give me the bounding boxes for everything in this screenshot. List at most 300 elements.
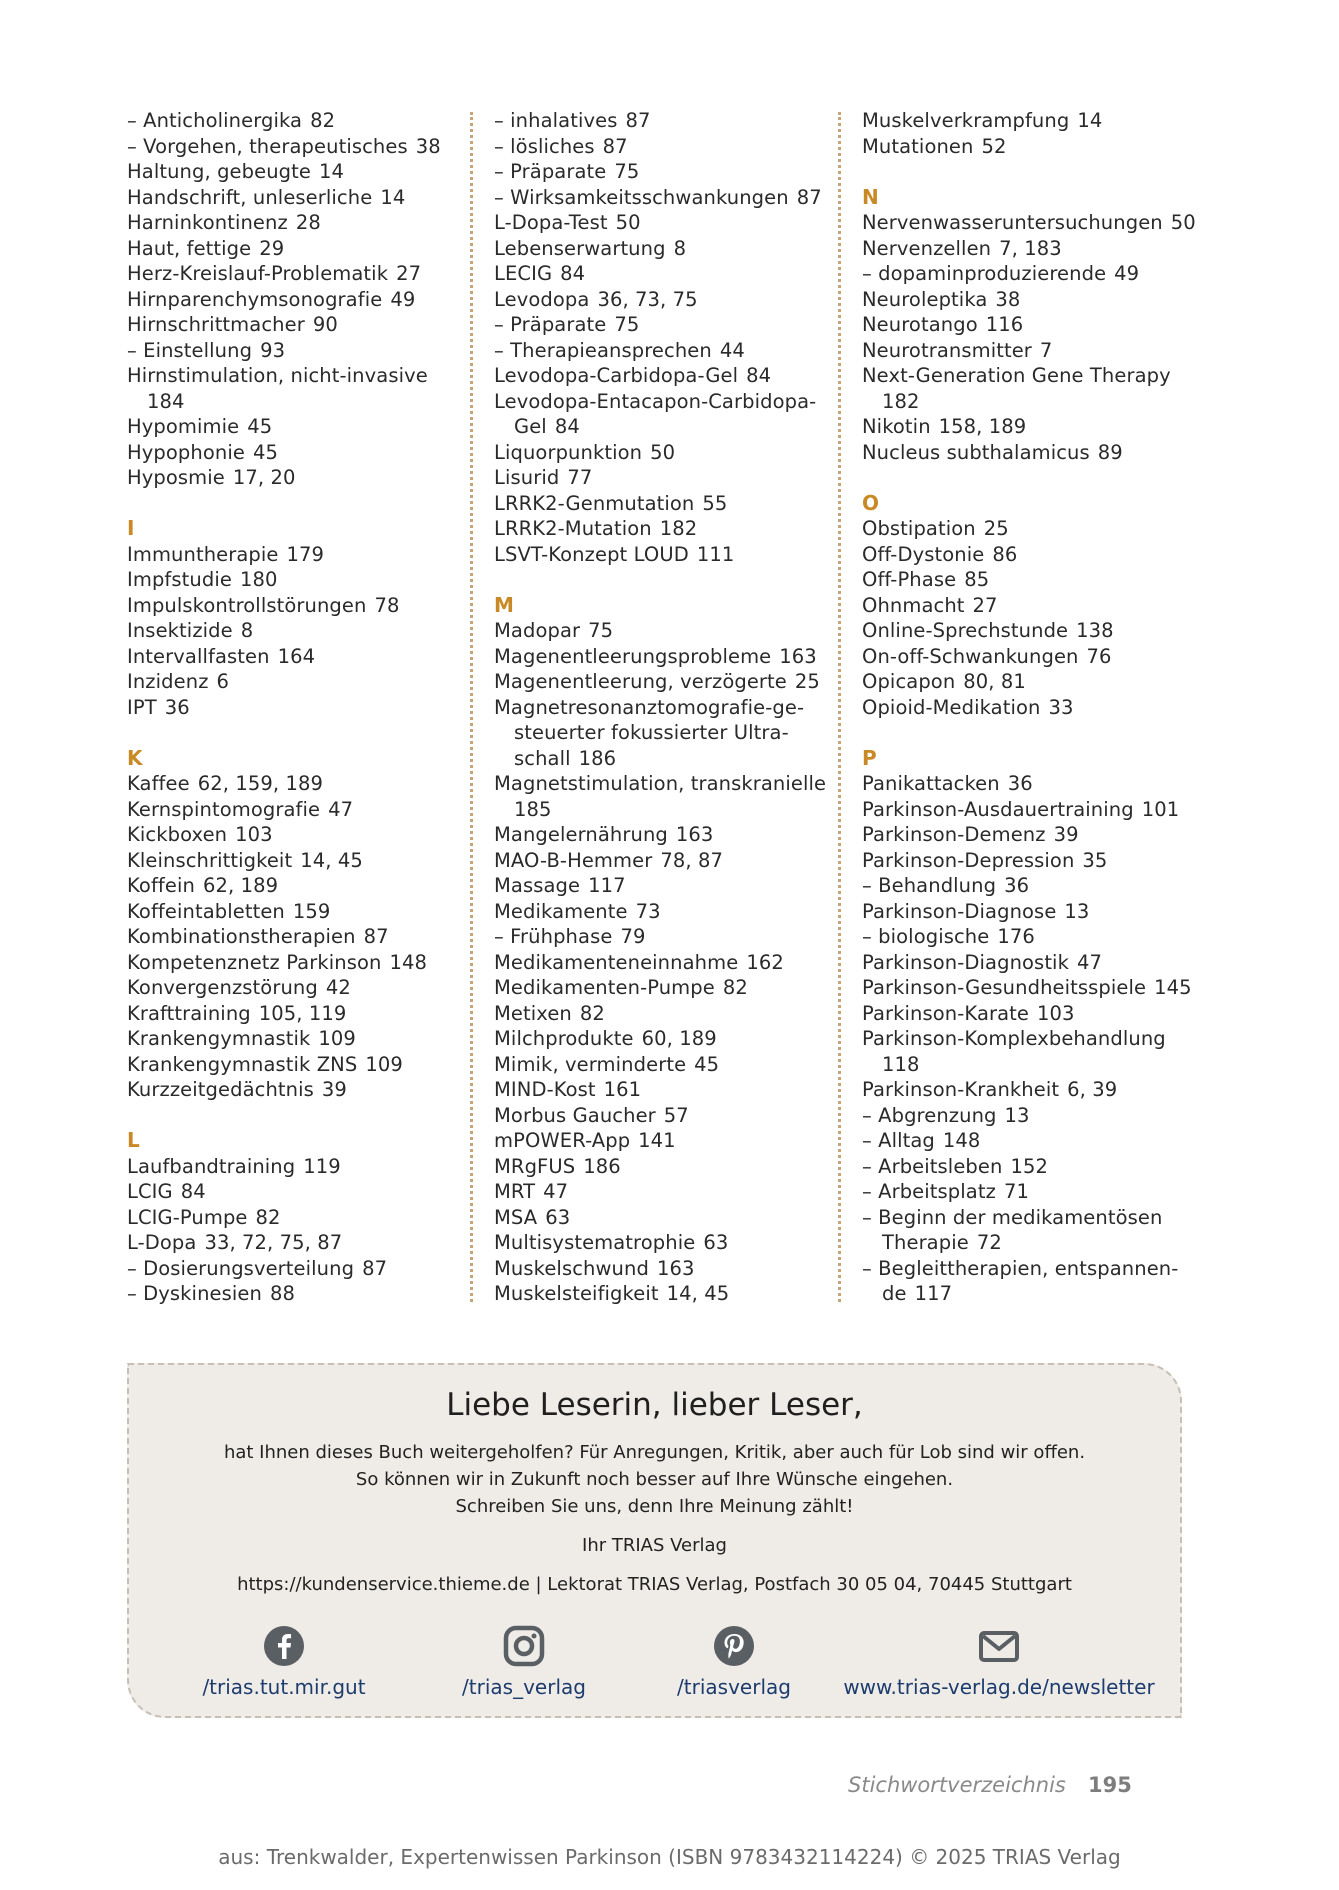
index-entry bbox=[862, 618, 1192, 644]
index-entry bbox=[862, 1128, 1192, 1154]
index-term: schall bbox=[514, 746, 571, 770]
index-entry bbox=[127, 236, 457, 262]
index-page-ref: 8 bbox=[673, 236, 687, 260]
footer-section-title: Stichwortverzeichnis bbox=[848, 1773, 1066, 1797]
index-term: 182 bbox=[882, 389, 920, 413]
index-entry bbox=[862, 108, 1192, 134]
index-page-ref: 45 bbox=[252, 440, 278, 464]
index-entry bbox=[127, 1052, 457, 1078]
index-term: Metixen bbox=[494, 1001, 572, 1025]
index-term: Kickboxen bbox=[127, 823, 228, 846]
index-term: Madopar bbox=[494, 619, 581, 642]
index-entry bbox=[494, 491, 824, 517]
index-term: LSVT-Konzept LOUD bbox=[494, 542, 689, 566]
index-entry bbox=[862, 567, 1192, 593]
index-entry bbox=[127, 312, 457, 338]
index-entry bbox=[127, 593, 457, 619]
index-page-ref: 44 bbox=[719, 338, 745, 362]
index-term: Kombinationstherapien bbox=[127, 925, 356, 948]
index-entry-continuation bbox=[862, 1230, 1192, 1256]
index-term: Parkinson-Depression bbox=[862, 848, 1075, 872]
index-page-ref: 82 bbox=[579, 1001, 605, 1025]
index-page-ref: 73 bbox=[635, 899, 661, 923]
index-entry bbox=[127, 1077, 457, 1103]
index-page-ref: 82 bbox=[310, 109, 336, 132]
index-term: – Alltag bbox=[862, 1129, 935, 1152]
index-page-ref: 109 bbox=[318, 1027, 356, 1050]
index-page-ref: 8 bbox=[240, 619, 254, 642]
index-entry bbox=[862, 338, 1192, 364]
index-entry bbox=[862, 975, 1192, 1001]
instagram-link[interactable] bbox=[434, 1625, 614, 1699]
index-page-ref: 148 bbox=[389, 950, 427, 974]
index-page-ref: 25 bbox=[983, 517, 1009, 540]
index-term: Laufbandtraining bbox=[127, 1154, 296, 1178]
index-term: Parkinson-Diagnose bbox=[862, 899, 1057, 923]
index-entry-continuation bbox=[494, 797, 824, 823]
index-term: Levodopa bbox=[494, 287, 590, 311]
index-page-ref: 14, 45 bbox=[300, 848, 363, 872]
index-term: L-Dopa bbox=[127, 1231, 197, 1254]
index-page-ref: 50 bbox=[650, 440, 676, 464]
index-term: – dopaminproduzierende bbox=[862, 262, 1107, 285]
index-page-ref: 161 bbox=[603, 1078, 642, 1101]
index-term: Magnetstimulation, transkranielle bbox=[494, 772, 827, 795]
index-term: Hirnschrittmacher bbox=[127, 313, 305, 336]
index-term: Nucleus subthalamicus bbox=[862, 440, 1090, 464]
index-entry bbox=[862, 695, 1192, 721]
index-letter-heading: O bbox=[862, 490, 880, 515]
feedback-text-line: hat Ihnen dieses Buch weitergeholfen? Für Anregungen, Kritik, aber auch für Lob sind wir offen. bbox=[223, 1442, 1086, 1463]
index-term: 184 bbox=[147, 389, 185, 413]
index-term: Neurotango bbox=[862, 313, 978, 336]
index-entry bbox=[494, 236, 824, 262]
index-entry bbox=[127, 465, 457, 491]
index-entry bbox=[494, 108, 824, 134]
index-page-ref: 84 bbox=[180, 1180, 206, 1203]
index-page-ref: 87 bbox=[625, 109, 651, 132]
index-term: – Präparate bbox=[494, 313, 607, 336]
index-term: Konvergenzstörung bbox=[127, 976, 318, 999]
index-term: – Frühphase bbox=[494, 925, 613, 948]
index-entry bbox=[862, 236, 1192, 262]
index-term: Parkinson-Diagnostik bbox=[862, 950, 1069, 974]
index-term: Immuntherapie bbox=[127, 542, 279, 566]
index-entry bbox=[862, 414, 1192, 440]
index-entry bbox=[862, 1179, 1192, 1205]
feedback-signature: Ihr TRIAS Verlag bbox=[582, 1535, 727, 1556]
index-entry bbox=[494, 950, 824, 976]
index-term: Kaffee bbox=[127, 772, 190, 795]
index-entry bbox=[862, 516, 1192, 542]
index-entry bbox=[127, 924, 457, 950]
index-entry bbox=[127, 797, 457, 823]
column-separator bbox=[838, 112, 841, 1302]
index-term: MRT bbox=[494, 1180, 536, 1203]
index-entry bbox=[494, 771, 827, 797]
pinterest-icon bbox=[713, 1625, 755, 1667]
index-entry bbox=[862, 134, 1192, 160]
index-page-ref: 163 bbox=[779, 644, 817, 668]
index-entry bbox=[494, 338, 824, 364]
index-term: Next-Generation Gene Therapy bbox=[862, 364, 1171, 387]
social-links bbox=[129, 1625, 1180, 1705]
index-entry bbox=[862, 210, 1196, 236]
index-entry bbox=[862, 1103, 1192, 1129]
index-entry bbox=[127, 1281, 457, 1307]
facebook-link[interactable] bbox=[184, 1625, 384, 1699]
facebook-handle[interactable]: /trias.tut.mir.gut bbox=[202, 1675, 366, 1699]
index-term: Haltung, gebeugte bbox=[127, 160, 311, 183]
index-term: Muskelverkrampfung bbox=[862, 109, 1070, 132]
index-page-ref: 80, 81 bbox=[963, 670, 1026, 693]
index-page-ref: 82 bbox=[722, 976, 748, 999]
index-term: – lösliches bbox=[494, 134, 595, 158]
index-entry bbox=[127, 108, 457, 134]
index-page-ref: 63 bbox=[545, 1205, 571, 1229]
index-page-ref: 75 bbox=[614, 160, 640, 183]
index-entry bbox=[862, 950, 1192, 976]
index-page-ref: 85 bbox=[964, 568, 990, 591]
index-entry bbox=[862, 1026, 1192, 1052]
index-entry bbox=[494, 695, 824, 721]
index-term: mPOWER-App bbox=[494, 1129, 631, 1152]
index-letter-heading: P bbox=[862, 745, 877, 770]
index-page-ref: 77 bbox=[567, 466, 593, 489]
index-entry bbox=[127, 975, 457, 1001]
index-term: Hirnparenchymsonografie bbox=[127, 287, 383, 311]
index-letter-heading: N bbox=[862, 184, 879, 209]
index-entry-continuation bbox=[494, 414, 824, 440]
index-entry bbox=[494, 1205, 824, 1231]
index-page-ref: 145 bbox=[1154, 976, 1192, 999]
index-term: Herz-Kreislauf-Problematik bbox=[127, 262, 389, 285]
index-term: Levodopa-Carbidopa-Gel bbox=[494, 364, 739, 387]
index-term: – Dyskinesien bbox=[127, 1282, 262, 1305]
index-term: – Abgrenzung bbox=[862, 1103, 997, 1127]
index-page-ref: 103 bbox=[1037, 1001, 1075, 1025]
index-page-ref: 49 bbox=[1114, 262, 1140, 285]
index-entry bbox=[862, 899, 1192, 925]
index-page-ref: 14 bbox=[319, 160, 345, 183]
index-page-ref: 28 bbox=[295, 211, 321, 234]
index-term: MRgFUS bbox=[494, 1154, 576, 1178]
facebook-icon bbox=[263, 1625, 305, 1667]
index-term: Lebenserwartung bbox=[494, 236, 666, 260]
index-term: Gel bbox=[514, 415, 547, 438]
index-term: – Therapieansprechen bbox=[494, 338, 712, 362]
index-term: – Dosierungsverteilung bbox=[127, 1256, 355, 1280]
index-page-ref: 186 bbox=[578, 746, 617, 770]
index-page-ref: 84 bbox=[746, 364, 772, 387]
index-entry bbox=[862, 440, 1192, 466]
index-entry bbox=[494, 1077, 824, 1103]
index-term: Levodopa-Entacapon-Carbidopa- bbox=[494, 389, 817, 413]
index-page-ref: 13 bbox=[1064, 899, 1090, 923]
index-entry bbox=[127, 873, 457, 899]
index-entry bbox=[862, 287, 1192, 313]
index-page-ref: 14 bbox=[1077, 109, 1103, 132]
index-term: Multisystematrophie bbox=[494, 1231, 696, 1254]
index-entry bbox=[494, 516, 824, 542]
index-term: Parkinson-Demenz bbox=[862, 823, 1046, 846]
index-page-ref: 71 bbox=[1003, 1180, 1029, 1203]
index-page-ref: 117 bbox=[588, 874, 626, 897]
index-page-ref: 45 bbox=[247, 415, 273, 438]
index-term: – Arbeitsplatz bbox=[862, 1180, 996, 1203]
index-entry bbox=[494, 975, 824, 1001]
index-entry bbox=[494, 848, 824, 874]
index-page-ref: 57 bbox=[663, 1103, 689, 1127]
index-term: Medikamente bbox=[494, 899, 628, 923]
index-entry bbox=[862, 1154, 1192, 1180]
index-page-ref: 163 bbox=[675, 823, 714, 846]
index-term: Panikattacken bbox=[862, 772, 1000, 795]
index-letter-heading: L bbox=[127, 1128, 140, 1152]
index-term: – Arbeitsleben bbox=[862, 1154, 1003, 1178]
index-term: – Wirksamkeitsschwankungen bbox=[494, 185, 789, 209]
index-entry bbox=[127, 1001, 457, 1027]
index-page-ref: 27 bbox=[396, 262, 422, 285]
mail-icon bbox=[978, 1625, 1020, 1667]
index-entry bbox=[494, 873, 824, 899]
index-page-ref: 33 bbox=[1048, 695, 1074, 719]
index-entry bbox=[127, 1256, 457, 1282]
index-page-ref: 176 bbox=[997, 925, 1035, 948]
instagram-handle[interactable]: /trias_verlag bbox=[462, 1675, 586, 1699]
index-entry bbox=[862, 542, 1192, 568]
index-page-ref: 87 bbox=[602, 134, 628, 158]
index-column-3 bbox=[862, 108, 1196, 1307]
index-term: Off-Dystonie bbox=[862, 542, 985, 566]
index-term: LCIG-Pumpe bbox=[127, 1205, 248, 1229]
index-term: MAO-B-Hemmer bbox=[494, 848, 653, 872]
index-term: Muskelschwund bbox=[494, 1256, 649, 1280]
index-page-ref: 17, 20 bbox=[232, 466, 296, 489]
index-letter-heading: I bbox=[127, 516, 135, 540]
index-term: IPT bbox=[127, 695, 157, 719]
index-page-ref: 88 bbox=[269, 1282, 295, 1305]
index-entry-continuation bbox=[862, 1281, 1192, 1307]
index-page-ref: 117 bbox=[914, 1282, 953, 1305]
index-term: Opicapon bbox=[862, 670, 956, 693]
index-entry bbox=[127, 1205, 457, 1231]
index-page-ref: 86 bbox=[992, 542, 1018, 566]
index-page-ref: 14 bbox=[380, 185, 406, 209]
index-page-ref: 152 bbox=[1010, 1154, 1048, 1178]
index-term: – inhalatives bbox=[494, 109, 618, 132]
index-page-ref: 111 bbox=[696, 542, 735, 566]
index-entry bbox=[127, 771, 457, 797]
index-entry bbox=[494, 644, 824, 670]
index-page-ref: 36 bbox=[1007, 772, 1033, 795]
index-page-ref: 89 bbox=[1097, 440, 1123, 464]
index-entry bbox=[494, 1230, 824, 1256]
index-entry bbox=[127, 1154, 457, 1180]
index-term: Magenentleerungsprobleme bbox=[494, 644, 772, 668]
index-entry bbox=[862, 669, 1192, 695]
index-entry bbox=[494, 924, 824, 950]
index-entry bbox=[127, 1026, 457, 1052]
index-entry bbox=[862, 797, 1192, 823]
index-entry bbox=[494, 210, 824, 236]
index-term: Off-Phase bbox=[862, 568, 957, 591]
index-page-ref: 179 bbox=[286, 542, 325, 566]
index-entry bbox=[494, 363, 824, 389]
index-entry-continuation bbox=[862, 1052, 1192, 1078]
index-page-ref: 75 bbox=[588, 619, 614, 642]
index-term: Kompetenznetz Parkinson bbox=[127, 950, 382, 974]
index-term: de bbox=[882, 1282, 907, 1305]
index-entry bbox=[127, 1230, 457, 1256]
index-term: Medikamenteneinnahme bbox=[494, 950, 739, 974]
index-entry bbox=[494, 1281, 824, 1307]
index-entry bbox=[862, 848, 1192, 874]
index-entry bbox=[127, 440, 457, 466]
index-term: Handschrift, unleserliche bbox=[127, 185, 373, 209]
index-entry bbox=[494, 1103, 824, 1129]
index-entry bbox=[494, 159, 824, 185]
index-page-ref: 7 bbox=[1039, 338, 1053, 362]
index-entry bbox=[494, 899, 824, 925]
index-entry bbox=[862, 312, 1192, 338]
index-term: Hypomimie bbox=[127, 415, 240, 438]
index-entry bbox=[494, 1154, 824, 1180]
index-page-ref: 79 bbox=[620, 925, 646, 948]
index-entry bbox=[862, 1205, 1192, 1231]
pinterest-handle[interactable]: /triasverlag bbox=[677, 1675, 791, 1699]
index-term: Milchprodukte bbox=[494, 1027, 634, 1050]
instagram-icon bbox=[503, 1625, 545, 1667]
index-entry bbox=[494, 618, 824, 644]
index-term: Koffein bbox=[127, 874, 195, 897]
index-term: Kleinschrittigkeit bbox=[127, 848, 293, 872]
index-term: Medikamenten-Pumpe bbox=[494, 976, 715, 999]
index-page-ref: 27 bbox=[972, 593, 998, 617]
index-entry bbox=[127, 134, 457, 160]
index-page-ref: 119 bbox=[303, 1154, 341, 1178]
index-term: Mimik, verminderte bbox=[494, 1052, 687, 1076]
index-term: Haut, fettige bbox=[127, 236, 252, 260]
index-page-ref: 63 bbox=[703, 1231, 729, 1254]
index-page-ref: 38 bbox=[415, 134, 441, 158]
index-page-ref: 52 bbox=[981, 134, 1007, 158]
index-entry bbox=[127, 644, 457, 670]
newsletter-handle[interactable]: www.trias-verlag.de/newsletter bbox=[843, 1675, 1155, 1699]
index-page-ref: 82 bbox=[255, 1205, 281, 1229]
index-entry bbox=[127, 618, 457, 644]
index-page-ref: 42 bbox=[325, 976, 351, 999]
index-term: – Einstellung bbox=[127, 338, 253, 362]
index-term: 118 bbox=[882, 1052, 920, 1076]
index-term: Muskelsteifigkeit bbox=[494, 1282, 659, 1305]
index-entry bbox=[862, 1001, 1192, 1027]
index-term: – Präparate bbox=[494, 160, 607, 183]
index-entry bbox=[127, 695, 457, 721]
index-page-ref: 35 bbox=[1082, 848, 1108, 872]
index-page-ref: 49 bbox=[390, 287, 416, 311]
index-entry bbox=[494, 465, 824, 491]
index-page-ref: 36 bbox=[164, 695, 190, 719]
index-term: LRRK2-Mutation bbox=[494, 517, 652, 540]
index-term: Kurzzeitgedächtnis bbox=[127, 1078, 314, 1101]
index-entry-continuation bbox=[127, 389, 457, 415]
index-entry bbox=[494, 287, 824, 313]
index-entry bbox=[862, 924, 1192, 950]
index-entry bbox=[494, 542, 824, 568]
index-term: Mutationen bbox=[862, 134, 974, 158]
index-page-ref: 36, 73, 75 bbox=[597, 287, 698, 311]
newsletter-link[interactable] bbox=[839, 1625, 1159, 1699]
index-page-ref: 47 bbox=[543, 1180, 569, 1203]
index-entry bbox=[127, 159, 457, 185]
feedback-text-line: So können wir in Zukunft noch besser auf Ihre Wünsche eingehen. bbox=[355, 1469, 954, 1490]
index-term: Parkinson-Krankheit bbox=[862, 1078, 1060, 1101]
index-entry bbox=[862, 873, 1192, 899]
index-page-ref: 159 bbox=[292, 899, 331, 923]
index-letter-heading: M bbox=[494, 592, 515, 617]
index-term: Krafttraining bbox=[127, 1001, 251, 1025]
index-entry bbox=[494, 1256, 824, 1282]
index-entry bbox=[494, 312, 824, 338]
index-entry bbox=[494, 822, 824, 848]
index-entry bbox=[127, 414, 457, 440]
index-term: – Beginn der medikamentösen bbox=[862, 1205, 1163, 1229]
index-page-ref: 158, 189 bbox=[938, 415, 1027, 438]
index-entry bbox=[862, 1256, 1192, 1282]
index-term: LRRK2-Genmutation bbox=[494, 491, 695, 515]
index-entry-continuation bbox=[494, 746, 824, 772]
index-term: Lisurid bbox=[494, 466, 560, 489]
index-page-ref: 62, 189 bbox=[202, 874, 279, 897]
index-page-ref: 163 bbox=[656, 1256, 695, 1280]
index-entry bbox=[127, 363, 457, 389]
index-entry bbox=[127, 899, 457, 925]
pinterest-link[interactable] bbox=[644, 1625, 824, 1699]
index-entry bbox=[127, 822, 457, 848]
index-page-ref: 148 bbox=[942, 1129, 981, 1152]
index-entry bbox=[127, 261, 457, 287]
index-entry bbox=[494, 1026, 824, 1052]
index-term: Liquorpunktion bbox=[494, 440, 643, 464]
index-term: Morbus Gaucher bbox=[494, 1103, 656, 1127]
column-separator bbox=[470, 112, 473, 1302]
index-term: Impfstudie bbox=[127, 568, 232, 591]
index-term: Magnetresonanztomografie-ge- bbox=[494, 695, 805, 719]
index-page-ref: 50 bbox=[615, 211, 641, 234]
index-entry bbox=[862, 363, 1192, 389]
index-page-ref: 36 bbox=[1004, 874, 1030, 897]
index-term: MIND-Kost bbox=[494, 1078, 596, 1101]
index-page-ref: 45 bbox=[694, 1052, 720, 1076]
index-page-ref: 182 bbox=[659, 517, 698, 540]
index-entry bbox=[127, 669, 457, 695]
feedback-address[interactable]: https://kundenservice.thieme.de | Lektorat TRIAS Verlag, Postfach 30 05 04, 70445 Stuttgart bbox=[237, 1574, 1072, 1595]
index-term: Krankengymnastik ZNS bbox=[127, 1052, 358, 1076]
index-page-ref: 78, 87 bbox=[660, 848, 723, 872]
index-page-ref: 78 bbox=[374, 593, 400, 617]
page-number: 195 bbox=[1088, 1773, 1132, 1797]
index-entry bbox=[494, 389, 824, 415]
index-entry bbox=[127, 1179, 457, 1205]
index-entry bbox=[862, 822, 1192, 848]
index-entry bbox=[862, 1077, 1192, 1103]
index-term: Magenentleerung, verzögerte bbox=[494, 670, 787, 693]
index-entry bbox=[127, 210, 457, 236]
index-page-ref: 72 bbox=[976, 1231, 1002, 1254]
index-entry bbox=[494, 1001, 824, 1027]
index-term: L-Dopa-Test bbox=[494, 211, 608, 234]
